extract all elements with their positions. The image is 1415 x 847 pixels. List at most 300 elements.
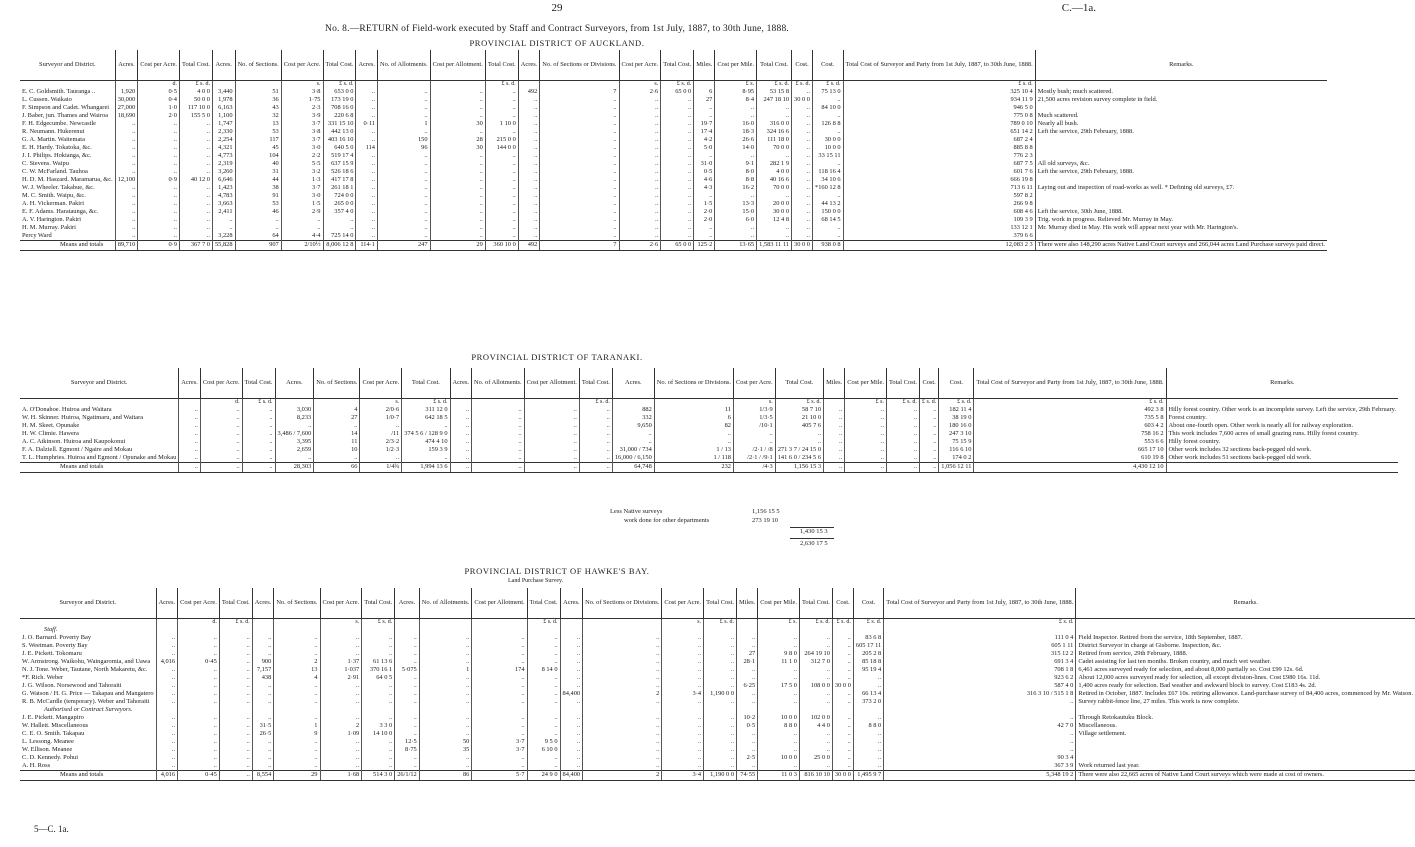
value-cell: .. <box>919 447 938 455</box>
value-cell: .. <box>524 407 579 415</box>
total-value: .. <box>579 463 612 473</box>
value-cell: .. <box>694 193 715 201</box>
value-cell: 30 <box>430 145 485 153</box>
value-cell: .. <box>540 153 619 161</box>
value-cell: 13 <box>235 121 281 129</box>
unit-label: s. <box>281 81 323 89</box>
value-cell: .. <box>757 105 792 113</box>
value-cell: 1·0 <box>138 105 180 113</box>
value-cell: .. <box>662 635 704 643</box>
value-cell: .. <box>540 129 619 137</box>
surveyor-name: F. A. Dalziell. Egmont / Ngaire and Mokau <box>22 445 133 453</box>
total-value: 938 0 8 <box>813 241 844 251</box>
return-title: No. 8.—RETURN of Field-work executed by Staff and Contract Surveyors, from 1st July, 1887, to 30th June, 1888. <box>325 24 789 34</box>
value-cell: 708 1 8 <box>884 667 1076 675</box>
value-cell: 4 4 0 <box>799 723 832 731</box>
table-row <box>20 731 1415 739</box>
value-cell: 2·5 <box>737 755 758 763</box>
total-value: .. <box>219 771 252 781</box>
total-value: 1,190 0 0 <box>704 771 737 781</box>
value-cell: .. <box>156 635 178 643</box>
value-cell: .. <box>799 739 832 747</box>
value-cell: 104 <box>235 153 281 161</box>
value-cell: 3,395 <box>275 439 314 447</box>
value-cell: .. <box>356 193 378 201</box>
value-cell: .. <box>792 137 813 145</box>
surveyor-name: C. D. Kennedy. Pohui <box>22 753 79 761</box>
value-cell: .. <box>360 423 402 431</box>
value-cell: 315 12 2 <box>884 651 1076 659</box>
unit-label: £ s. d. <box>832 619 853 627</box>
value-cell: .. <box>377 153 430 161</box>
hawkes-bay-table <box>20 588 1415 781</box>
column-header: Acres. <box>518 50 540 81</box>
value-cell: .. <box>662 723 704 731</box>
column-header: Cost. <box>919 368 938 399</box>
value-cell: .. <box>115 121 138 129</box>
value-cell: 758 16 2 <box>974 431 1166 439</box>
value-cell: .. <box>242 439 275 447</box>
value-cell: .. <box>377 225 430 233</box>
value-cell: 28 <box>430 137 485 145</box>
value-cell: 900 <box>252 659 274 667</box>
unit-label: £ s. d. <box>323 81 356 89</box>
value-cell: .. <box>583 723 662 731</box>
value-cell: .. <box>180 185 213 193</box>
value-cell: .. <box>758 643 800 651</box>
value-cell: .. <box>138 193 180 201</box>
value-cell: .. <box>661 97 694 105</box>
value-cell: 2·91 <box>320 675 362 683</box>
value-cell: 3·7 <box>472 747 527 755</box>
value-cell: .. <box>252 715 274 723</box>
value-cell: 10 0 0 <box>758 755 800 763</box>
value-cell: .. <box>886 415 919 423</box>
value-cell: .. <box>200 447 242 455</box>
value-cell: 0·9 <box>138 177 180 185</box>
value-cell: .. <box>430 193 485 201</box>
value-cell: .. <box>579 455 612 463</box>
value-cell: .. <box>200 455 242 463</box>
value-cell: .. <box>583 659 662 667</box>
surveyor-name: C. W. McFarland. Tauhoa <box>22 167 88 175</box>
value-cell: .. <box>832 691 853 699</box>
value-cell: .. <box>178 667 220 675</box>
remarks-cell: Field Inspector. Retired from the service, 18th September, 1887. <box>1076 635 1415 643</box>
value-cell: 651 14 2 <box>843 129 1035 137</box>
value-cell: .. <box>540 217 619 225</box>
value-cell: .. <box>813 129 844 137</box>
remarks-cell <box>1076 739 1415 747</box>
total-value: 24 9 0 <box>527 771 560 781</box>
value-cell: .. <box>619 209 661 217</box>
value-cell: 640 5 0 <box>323 145 356 153</box>
value-cell: 8·4 <box>715 97 757 105</box>
value-cell: .. <box>156 715 178 723</box>
value-cell: 108 0 0 <box>799 683 832 691</box>
value-cell: .. <box>450 407 472 415</box>
value-cell: 53 15 8 <box>757 89 792 97</box>
value-cell: .. <box>560 635 583 643</box>
value-cell: 1·37 <box>320 659 362 667</box>
column-header: Total Cost. <box>757 50 792 81</box>
value-cell: .. <box>430 129 485 137</box>
less-other-departments-label: work done for other departments <box>624 517 710 524</box>
value-cell: 324 16 6 <box>757 129 792 137</box>
value-cell: .. <box>704 683 737 691</box>
value-cell: .. <box>560 659 583 667</box>
unit-label: £ s. d. <box>792 81 813 89</box>
column-header: Total Cost. <box>323 50 356 81</box>
value-cell: .. <box>619 185 661 193</box>
surveyor-name: A. H. Vickerman. Pakiri <box>22 199 84 207</box>
value-cell: .. <box>737 667 758 675</box>
value-cell: .. <box>694 113 715 121</box>
value-cell: .. <box>430 105 485 113</box>
value-cell: 141 6 0 / 234 5 6 <box>775 455 823 463</box>
surveyor-name: J. E. Pickett. Mangapiro <box>22 713 84 721</box>
value-cell: .. <box>518 177 540 185</box>
value-cell: 133 12 1 <box>843 225 1035 233</box>
value-cell: 2 <box>583 691 662 699</box>
value-cell: .. <box>377 161 430 169</box>
value-cell: 603 4 2 <box>974 423 1166 431</box>
value-cell: 44 <box>235 177 281 185</box>
value-cell: .. <box>395 659 420 667</box>
value-cell: 44 13 2 <box>813 201 844 209</box>
value-cell: .. <box>156 723 178 731</box>
surveyor-name: W. Ellison. Meanee <box>22 745 73 753</box>
value-cell: .. <box>179 431 201 439</box>
value-cell: .. <box>356 225 378 233</box>
value-cell: 713 6 11 <box>843 185 1035 193</box>
value-cell: 38 19 0 <box>939 415 974 423</box>
value-cell: .. <box>485 209 518 217</box>
value-cell: 1 / 13 <box>654 447 733 455</box>
value-cell: 43 <box>235 105 281 113</box>
remarks-cell: Through Retokautuku Block. <box>1076 715 1415 723</box>
total-value: 8,554 <box>252 771 274 781</box>
value-cell: 1·09 <box>320 731 362 739</box>
value-cell: .. <box>832 731 853 739</box>
value-cell: .. <box>619 169 661 177</box>
value-cell: 34 10 6 <box>813 177 844 185</box>
value-cell: .. <box>733 431 775 439</box>
value-cell: .. <box>824 423 845 431</box>
column-header: No. of Sections. <box>314 368 360 399</box>
value-cell: .. <box>704 739 737 747</box>
surveyor-name: C. E. O. Smith. Takapau <box>22 729 85 737</box>
value-cell: .. <box>560 731 583 739</box>
value-cell: .. <box>356 217 378 225</box>
value-cell: .. <box>919 431 938 439</box>
value-cell: .. <box>472 675 527 683</box>
empty-cell <box>583 707 662 715</box>
unit-label <box>737 619 758 627</box>
value-cell: .. <box>792 89 813 97</box>
value-cell: .. <box>178 755 220 763</box>
unit-label: £ s. <box>845 399 887 407</box>
unit-label <box>395 619 420 627</box>
column-header: Total Cost of Surveyor and Party from 1st July, 1887, to 30th June, 1888. <box>974 368 1166 399</box>
surveyor-name: G. A. Martin. Waitemata <box>22 135 85 143</box>
column-header: No. of Allotments. <box>472 368 525 399</box>
value-cell: .. <box>661 121 694 129</box>
value-cell: 0·5 <box>138 89 180 97</box>
value-cell: .. <box>619 225 661 233</box>
surveyor-name: A. H. Ross <box>22 761 51 769</box>
value-cell: .. <box>138 225 180 233</box>
value-cell: .. <box>832 635 853 643</box>
remarks-cell: 1,400 acres ready for selection. Bad weather and awkward block to survey. Cost £183 4s. 2d. <box>1076 683 1415 691</box>
value-cell: 332 <box>612 415 654 423</box>
value-cell: .. <box>832 667 853 675</box>
value-cell: .. <box>450 439 472 447</box>
value-cell: 6 <box>694 89 715 97</box>
table-row <box>20 715 1415 723</box>
value-cell: 3,030 <box>275 407 314 415</box>
surveyor-name: R. B. McCardle (temporary). Weber and Tahoraiti <box>22 697 150 705</box>
value-cell: 83 6 8 <box>853 635 883 643</box>
total-value: 30 0 0 <box>832 771 853 781</box>
value-cell: .. <box>886 455 919 463</box>
column-header: Cost per Mile. <box>845 368 887 399</box>
unit-label: £ s. d. <box>813 81 844 89</box>
value-cell: .. <box>579 415 612 423</box>
unit-label <box>524 399 579 407</box>
value-cell: .. <box>115 233 138 241</box>
value-cell: .. <box>450 423 472 431</box>
value-cell: .. <box>884 747 1076 755</box>
value-cell: .. <box>919 455 938 463</box>
value-cell: .. <box>824 407 845 415</box>
remarks-cell: Village settlement. <box>1076 731 1415 739</box>
value-cell: 2·0 <box>694 217 715 225</box>
value-cell: .. <box>661 233 694 241</box>
value-cell: .. <box>518 145 540 153</box>
value-cell: .. <box>252 635 274 643</box>
surveyor-name: F. Simpson and Cadet. Whangarei <box>22 103 110 111</box>
value-cell: .. <box>886 407 919 415</box>
value-cell: .. <box>758 675 800 683</box>
value-cell: .. <box>430 161 485 169</box>
total-value: 28,303 <box>275 463 314 473</box>
value-cell: 438 <box>252 675 274 683</box>
value-cell: .. <box>320 739 362 747</box>
column-header: Total Cost. <box>362 588 395 619</box>
table-row <box>20 137 1327 145</box>
total-value: 4,430 12 10 <box>974 463 1166 473</box>
value-cell: .. <box>527 683 560 691</box>
value-cell: .. <box>485 105 518 113</box>
value-cell: .. <box>560 723 583 731</box>
value-cell: .. <box>518 161 540 169</box>
value-cell: .. <box>180 209 213 217</box>
value-cell: .. <box>737 691 758 699</box>
column-header: Cost. <box>813 50 844 81</box>
surveyor-name: N. J. Tone. Weber, Tautane, North Makaretu, &c. <box>22 665 148 673</box>
surveyor-name: *F. Rich. Weber <box>22 673 64 681</box>
value-cell: 379 6 6 <box>843 233 1035 241</box>
value-cell: .. <box>799 731 832 739</box>
unit-label: £ s. d. <box>527 619 560 627</box>
value-cell: .. <box>704 675 737 683</box>
total-value: 84,400 <box>560 771 583 781</box>
value-cell: 10 <box>314 447 360 455</box>
value-cell: .. <box>472 683 527 691</box>
value-cell: .. <box>583 651 662 659</box>
value-cell: 5·075 <box>395 667 420 675</box>
value-cell: 27 <box>314 415 360 423</box>
remarks-cell: All old surveys, &c. <box>1035 161 1327 169</box>
value-cell: .. <box>356 97 378 105</box>
value-cell: .. <box>472 455 525 463</box>
value-cell: .. <box>612 431 654 439</box>
empty-cell <box>583 627 662 635</box>
value-cell: .. <box>242 423 275 431</box>
value-cell: .. <box>527 699 560 707</box>
value-cell: 90 3 4 <box>884 755 1076 763</box>
value-cell: 8 14 0 <box>527 667 560 675</box>
document-reference: C.—1a. <box>1061 2 1096 14</box>
value-cell: .. <box>518 137 540 145</box>
value-cell: .. <box>518 185 540 193</box>
value-cell: .. <box>178 683 220 691</box>
value-cell: .. <box>281 217 323 225</box>
value-cell: .. <box>360 455 402 463</box>
totals-label: Means and totals <box>20 241 115 251</box>
unit-label: £ s. d. <box>853 619 883 627</box>
value-cell: 4 0 0 <box>180 89 213 97</box>
column-header: No. of Sections or Divisions. <box>583 588 662 619</box>
value-cell: .. <box>314 455 360 463</box>
value-cell: .. <box>219 699 252 707</box>
value-cell: .. <box>252 755 274 763</box>
value-cell: .. <box>662 675 704 683</box>
total-value: .. <box>200 463 242 473</box>
total-value: 2·6 <box>619 241 661 251</box>
value-cell: .. <box>527 715 560 723</box>
value-cell: .. <box>356 177 378 185</box>
value-cell: .. <box>362 635 395 643</box>
value-cell: 6·25 <box>737 683 758 691</box>
value-cell: .. <box>274 715 320 723</box>
value-cell: .. <box>485 193 518 201</box>
value-cell: .. <box>320 747 362 755</box>
value-cell: 325 10 4 <box>843 89 1035 97</box>
table-row <box>20 455 1398 463</box>
unit-label <box>419 619 472 627</box>
value-cell: .. <box>395 635 420 643</box>
value-cell: .. <box>524 447 579 455</box>
value-cell: 6,163 <box>212 105 235 113</box>
value-cell: 27 <box>737 651 758 659</box>
value-cell: 2·9 <box>281 209 323 217</box>
value-cell: .. <box>450 455 472 463</box>
value-cell: .. <box>178 635 220 643</box>
value-cell: .. <box>527 635 560 643</box>
column-header: Cost per Acre. <box>662 588 704 619</box>
value-cell: .. <box>832 643 853 651</box>
value-cell: .. <box>661 217 694 225</box>
value-cell: .. <box>472 643 527 651</box>
value-cell: .. <box>527 643 560 651</box>
value-cell: 665 17 10 <box>974 447 1166 455</box>
value-cell: .. <box>527 723 560 731</box>
value-cell: .. <box>775 431 823 439</box>
remarks-cell <box>1035 137 1327 145</box>
value-cell: .. <box>179 423 201 431</box>
value-cell: .. <box>560 755 583 763</box>
value-cell: .. <box>200 415 242 423</box>
value-cell: .. <box>792 153 813 161</box>
value-cell: .. <box>662 651 704 659</box>
table-row <box>20 643 1415 651</box>
value-cell: .. <box>138 137 180 145</box>
value-cell: 1·75 <box>281 97 323 105</box>
value-cell: .. <box>430 153 485 161</box>
value-cell: .. <box>219 747 252 755</box>
remarks-cell: Other work includes 51 sections back-pegged old work. <box>1166 455 1398 463</box>
unit-label <box>472 619 527 627</box>
value-cell: .. <box>395 723 420 731</box>
table-row <box>20 699 1415 707</box>
totals-label: Means and totals <box>20 463 179 473</box>
total-value: 114·1 <box>356 241 378 251</box>
value-cell: 1,920 <box>115 89 138 97</box>
total-value: 86 <box>419 771 472 781</box>
value-cell: 776 2 3 <box>843 153 1035 161</box>
value-cell: 13 <box>274 667 320 675</box>
value-cell: .. <box>654 439 733 447</box>
value-cell: .. <box>832 699 853 707</box>
column-header: Acres. <box>179 368 201 399</box>
value-cell: .. <box>419 683 472 691</box>
value-cell: 19·7 <box>694 121 715 129</box>
value-cell: .. <box>704 755 737 763</box>
value-cell: 6 10 0 <box>527 747 560 755</box>
value-cell: .. <box>919 423 938 431</box>
taranaki-net-total: 2,630 17 5 <box>800 540 828 547</box>
value-cell: .. <box>485 129 518 137</box>
value-cell: 155 5 0 <box>180 113 213 121</box>
value-cell: .. <box>252 747 274 755</box>
total-value: 29 <box>430 241 485 251</box>
total-value: /4·3 <box>733 463 775 473</box>
column-header: Cost per Acre. <box>733 368 775 399</box>
value-cell: .. <box>419 675 472 683</box>
value-cell: .. <box>694 105 715 113</box>
remarks-cell: Nearly all bush. <box>1035 121 1327 129</box>
value-cell: 70 0 0 <box>757 145 792 153</box>
value-cell: .. <box>886 439 919 447</box>
value-cell: .. <box>377 89 430 97</box>
value-cell: .. <box>737 675 758 683</box>
value-cell: 3,486 / 7,600 <box>275 431 314 439</box>
value-cell: .. <box>275 455 314 463</box>
column-header: Surveyor and District. <box>20 368 179 399</box>
value-cell: .. <box>320 763 362 771</box>
column-header: Cost. <box>939 368 974 399</box>
value-cell: .. <box>219 763 252 771</box>
value-cell: 14 10 0 <box>362 731 395 739</box>
value-cell: .. <box>472 659 527 667</box>
value-cell: 3,440 <box>212 89 235 97</box>
value-cell: 16·0 <box>715 121 757 129</box>
value-cell: 2,254 <box>212 137 235 145</box>
value-cell: 885 8 8 <box>843 145 1035 153</box>
value-cell: 1 <box>377 121 430 129</box>
